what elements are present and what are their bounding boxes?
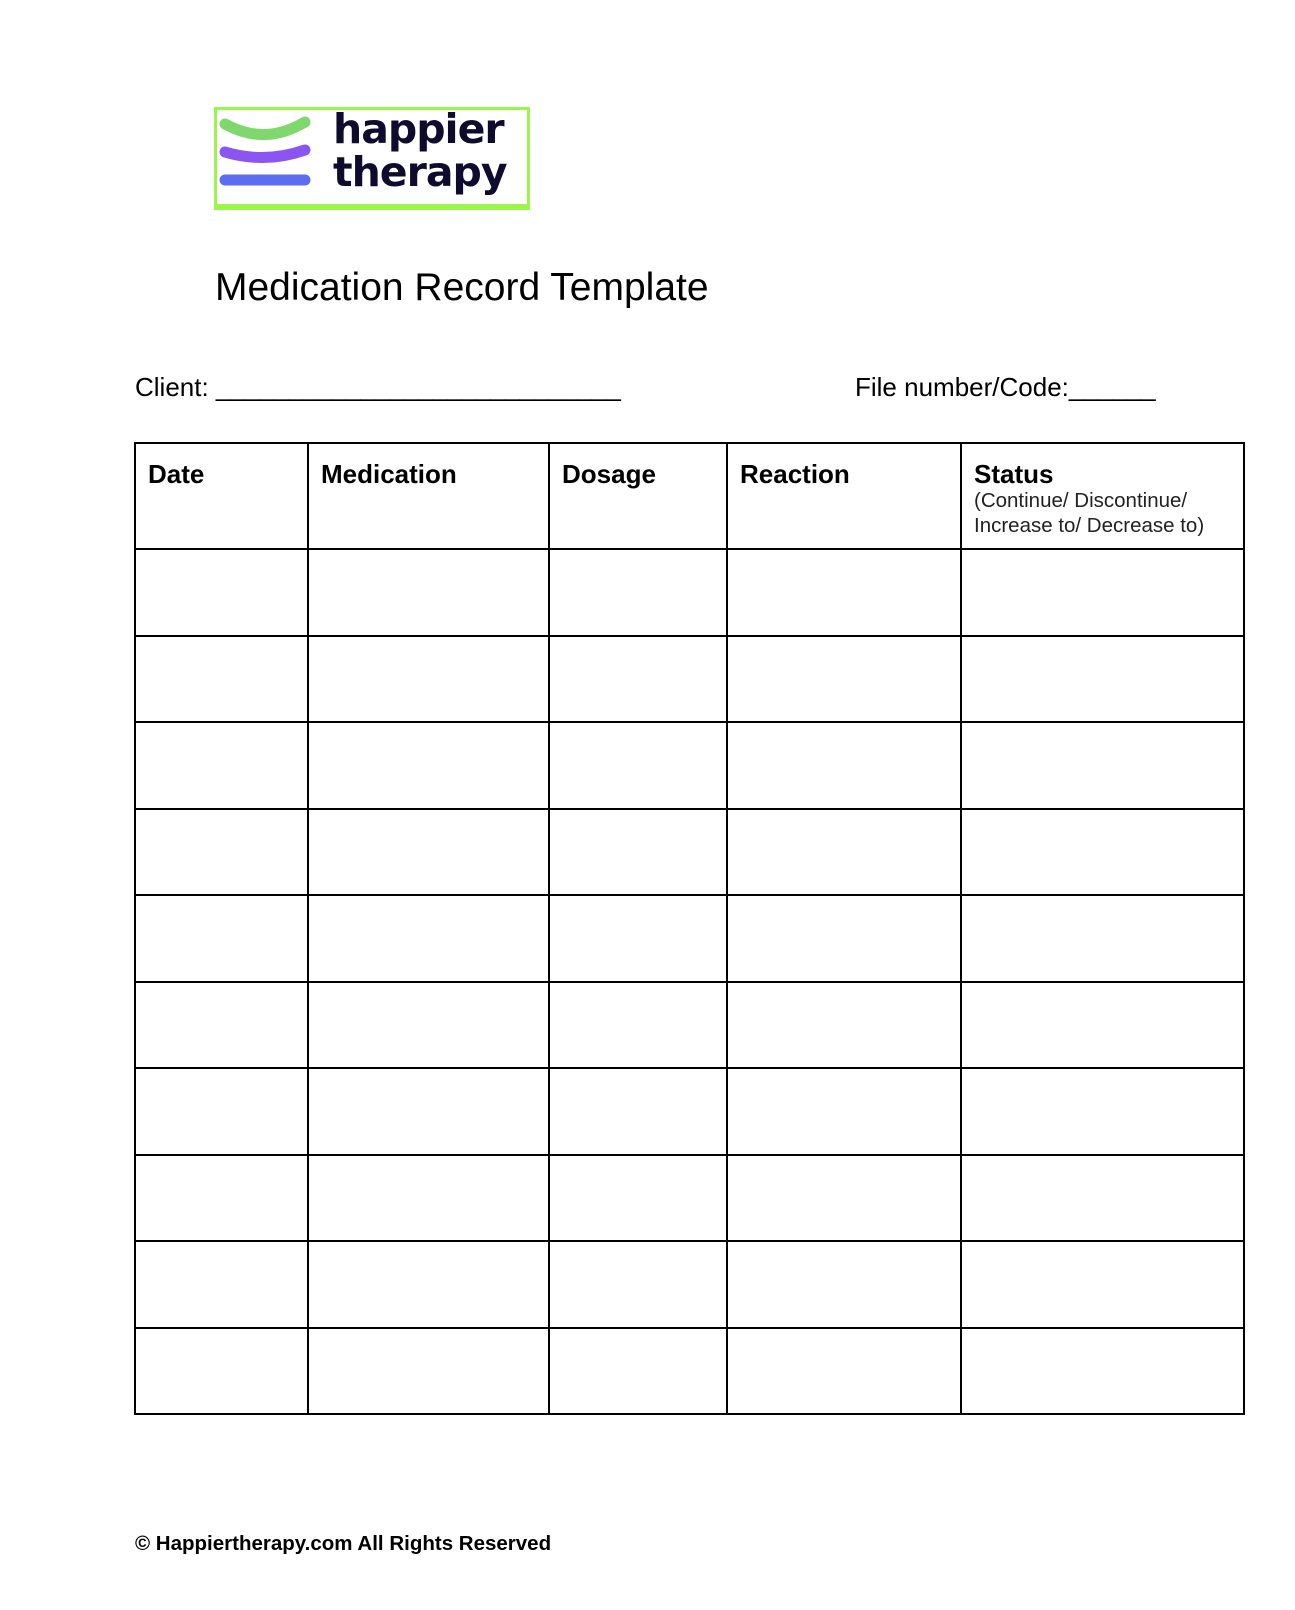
cell-medication[interactable]	[308, 895, 549, 982]
cell-reaction[interactable]	[727, 809, 961, 896]
medication-record-table	[134, 442, 1245, 1415]
cell-reaction[interactable]	[727, 1328, 961, 1415]
cell-status[interactable]	[961, 895, 1244, 982]
cell-dosage[interactable]	[549, 1241, 727, 1328]
cell-status[interactable]	[961, 722, 1244, 809]
cell-date[interactable]	[135, 1328, 308, 1415]
table-row	[135, 1328, 1244, 1415]
table-row	[135, 722, 1244, 809]
cell-reaction[interactable]	[727, 549, 961, 636]
cell-medication[interactable]	[308, 1241, 549, 1328]
table-header-row	[135, 443, 1244, 549]
cell-date[interactable]	[135, 722, 308, 809]
column-header-reaction: Reaction	[727, 443, 961, 549]
cell-reaction[interactable]	[727, 982, 961, 1069]
cell-dosage[interactable]	[549, 636, 727, 723]
cell-dosage[interactable]	[549, 1155, 727, 1242]
client-field[interactable]: Client: ____________________________	[135, 372, 621, 402]
cell-status[interactable]	[961, 549, 1244, 636]
cell-dosage[interactable]	[549, 1068, 727, 1155]
cell-status[interactable]	[961, 982, 1244, 1069]
cell-dosage[interactable]	[549, 722, 727, 809]
cell-status[interactable]	[961, 1068, 1244, 1155]
logo-line-1: happier	[333, 105, 504, 153]
cell-reaction[interactable]	[727, 1068, 961, 1155]
column-header-medication: Medication	[308, 443, 549, 549]
cell-date[interactable]	[135, 895, 308, 982]
logo-stripes-icon	[217, 110, 327, 204]
cell-status[interactable]	[961, 809, 1244, 896]
column-header-dosage: Dosage	[549, 443, 727, 549]
cell-date[interactable]	[135, 636, 308, 723]
cell-dosage[interactable]	[549, 549, 727, 636]
file-number-field[interactable]: File number/Code:______	[855, 372, 1156, 402]
logo-wordmark	[333, 105, 507, 196]
cell-date[interactable]	[135, 1068, 308, 1155]
cell-medication[interactable]	[308, 1155, 549, 1242]
cell-status[interactable]	[961, 1155, 1244, 1242]
cell-status[interactable]	[961, 636, 1244, 723]
cell-medication[interactable]	[308, 982, 549, 1069]
page-title: Medication Record Template	[215, 266, 709, 309]
table-row	[135, 1155, 1244, 1242]
table-row	[135, 1241, 1244, 1328]
status-options-hint: (Continue/ Discontinue/	[974, 489, 1188, 512]
table-row	[135, 1068, 1244, 1155]
copyright-footer: © Happiertherapy.com All Rights Reserved	[135, 1532, 552, 1555]
cell-medication[interactable]	[308, 636, 549, 723]
cell-date[interactable]	[135, 549, 308, 636]
cell-medication[interactable]	[308, 549, 549, 636]
cell-dosage[interactable]	[549, 1328, 727, 1415]
table-row	[135, 636, 1244, 723]
table-row	[135, 895, 1244, 982]
table-row	[135, 809, 1244, 896]
happier-therapy-logo	[214, 107, 530, 210]
cell-dosage[interactable]	[549, 895, 727, 982]
cell-reaction[interactable]	[727, 636, 961, 723]
cell-medication[interactable]	[308, 1068, 549, 1155]
column-header-status: Status (Continue/ Discontinue/ Increase to/ Decrease to)	[961, 443, 1244, 549]
cell-dosage[interactable]	[549, 982, 727, 1069]
cell-reaction[interactable]	[727, 1155, 961, 1242]
cell-reaction[interactable]	[727, 1241, 961, 1328]
table-row	[135, 982, 1244, 1069]
cell-status[interactable]	[961, 1241, 1244, 1328]
cell-date[interactable]	[135, 982, 308, 1069]
cell-date[interactable]	[135, 1241, 308, 1328]
table-row	[135, 549, 1244, 636]
cell-date[interactable]	[135, 809, 308, 896]
logo-line-2: therapy	[333, 148, 507, 196]
column-header-date: Date	[135, 443, 308, 549]
cell-medication[interactable]	[308, 809, 549, 896]
status-options-hint-2: Increase to/ Decrease to)	[974, 514, 1205, 537]
cell-dosage[interactable]	[549, 809, 727, 896]
cell-reaction[interactable]	[727, 722, 961, 809]
cell-date[interactable]	[135, 1155, 308, 1242]
cell-status[interactable]	[961, 1328, 1244, 1415]
cell-reaction[interactable]	[727, 895, 961, 982]
cell-medication[interactable]	[308, 1328, 549, 1415]
cell-medication[interactable]	[308, 722, 549, 809]
